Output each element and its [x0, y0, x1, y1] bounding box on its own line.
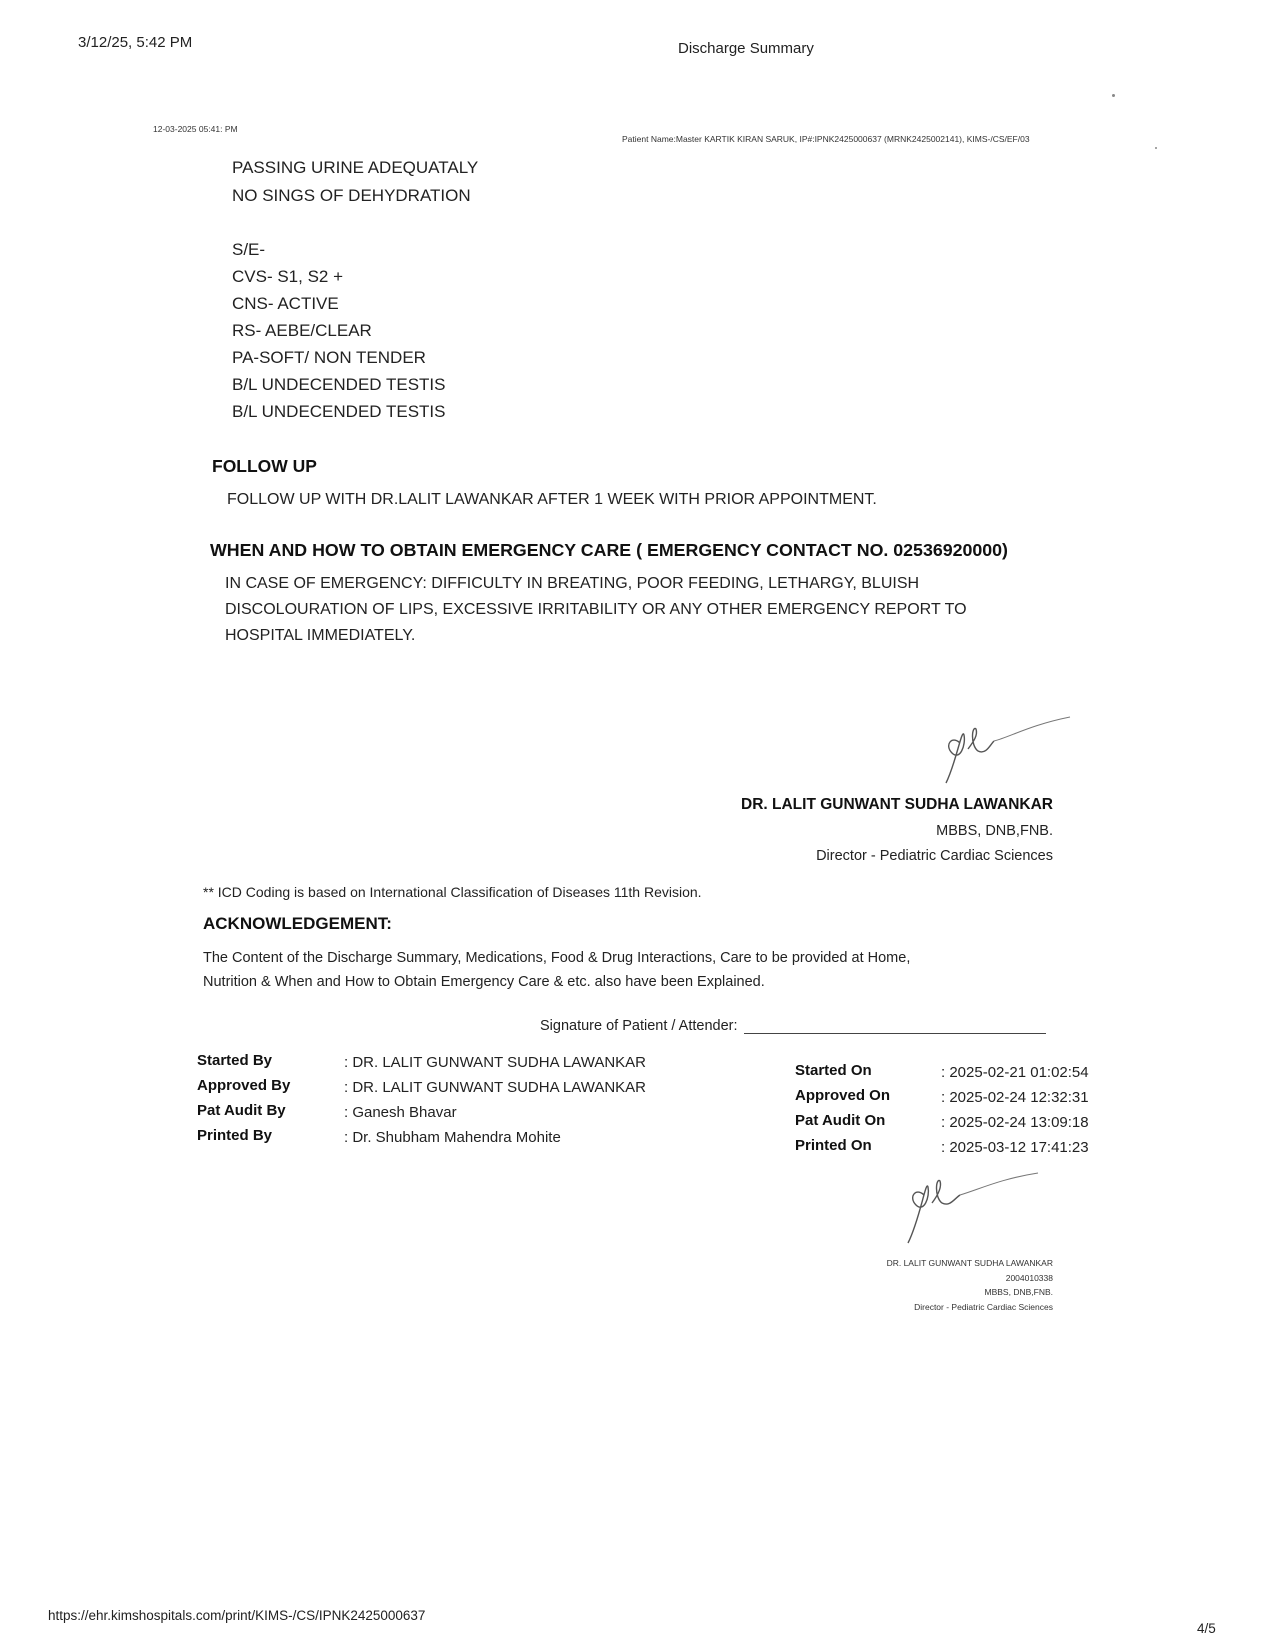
emergency-line: DISCOLOURATION OF LIPS, EXCESSIVE IRRITABILITY OR ANY OTHER EMERGENCY REPORT TO [225, 601, 967, 618]
footer-url: https://ehr.kimshospitals.com/print/KIMS-/CS/IPNK2425000637 [48, 1608, 426, 1623]
acknowledgement-heading: ACKNOWLEDGEMENT: [203, 914, 392, 933]
doctor-stamp [887, 1256, 1053, 1314]
stamp-name: DR. LALIT GUNWANT SUDHA LAWANKAR [886, 1258, 1053, 1268]
exam-line: RS- AEBE/CLEAR [232, 321, 372, 340]
exam-line: PA-SOFT/ NON TENDER [232, 348, 426, 367]
follow-up-text: FOLLOW UP WITH DR.LALIT LAWANKAR AFTER 1 WEEK WITH PRIOR APPOINTMENT. [227, 491, 877, 508]
exam-line: B/L UNDECENDED TESTIS [232, 375, 446, 394]
meta-label: Pat Audit On [795, 1112, 886, 1129]
meta-label: Printed By [197, 1127, 273, 1144]
print-timestamp: 3/12/25, 5:42 PM [78, 34, 193, 51]
meta-value: : 2025-02-21 01:02:54 [941, 1064, 1089, 1081]
meta-label: Started By [197, 1052, 273, 1069]
stamp-title: Director - Pediatric Cardiac Sciences [914, 1301, 1053, 1312]
signature-label: Signature of Patient / Attender: [540, 1018, 738, 1034]
page-title: Discharge Summary [678, 40, 814, 57]
emergency-line: HOSPITAL IMMEDIATELY. [225, 627, 416, 644]
meta-value: : Ganesh Bhavar [344, 1104, 457, 1121]
exam-line: S/E- [232, 240, 266, 259]
print-datetime: 12-03-2025 05:41: PM [153, 124, 238, 134]
meta-label: Approved On [795, 1087, 891, 1104]
doctor-signature [930, 705, 1090, 795]
signature-rule [744, 1033, 1046, 1034]
exam-line: CVS- S1, S2 + [232, 267, 344, 286]
acknowledgement-line: Nutrition & When and How to Obtain Emergency Care & etc. also have been Explained. [203, 974, 765, 990]
doctor-title: Director - Pediatric Cardiac Sciences [816, 848, 1053, 864]
meta-value: : 2025-02-24 12:32:31 [941, 1089, 1089, 1106]
exam-line: CNS- ACTIVE [232, 294, 339, 313]
follow-up-heading: FOLLOW UP [212, 456, 317, 476]
patient-signature-field [540, 1018, 1046, 1034]
meta-label: Pat Audit By [197, 1102, 286, 1119]
acknowledgement-line: The Content of the Discharge Summary, Medications, Food & Drug Interactions, Care to be provided at Home, [203, 950, 911, 966]
patient-info-line: Patient Name:Master KARTIK KIRAN SARUK, IP#:IPNK2425000637 (MRNK2425002141), KIMS-/CS/EF/03 [622, 134, 1030, 144]
stamp-degrees: MBBS, DNB,FNB. [984, 1287, 1053, 1297]
meta-label: Printed On [795, 1137, 872, 1154]
finding-line: PASSING URINE ADEQUATALY [232, 158, 479, 177]
exam-line: B/L UNDECENDED TESTIS [232, 402, 446, 421]
doctor-block [741, 796, 1053, 864]
acknowledgement-text [203, 946, 1033, 994]
meta-value: : DR. LALIT GUNWANT SUDHA LAWANKAR [344, 1054, 646, 1071]
emergency-line: IN CASE OF EMERGENCY: DIFFICULTY IN BREATING, POOR FEEDING, LETHARGY, BLUISH [225, 575, 920, 592]
meta-value: : 2025-02-24 13:09:18 [941, 1114, 1089, 1131]
meta-label: Approved By [197, 1077, 291, 1094]
emergency-heading: WHEN AND HOW TO OBTAIN EMERGENCY CARE ( EMERGENCY CONTACT NO. 02536920000) [210, 540, 1008, 560]
meta-value: : 2025-03-12 17:41:23 [941, 1139, 1089, 1156]
meta-label: Started On [795, 1062, 872, 1079]
scan-speck [1155, 147, 1157, 149]
approver-signature [890, 1165, 1050, 1253]
icd-footnote: ** ICD Coding is based on International Classification of Diseases 11th Revision. [203, 884, 702, 900]
doctor-degrees: MBBS, DNB,FNB. [936, 823, 1053, 839]
page-number: 4/5 [1197, 1621, 1216, 1636]
meta-value: : DR. LALIT GUNWANT SUDHA LAWANKAR [344, 1079, 646, 1096]
doctor-name: DR. LALIT GUNWANT SUDHA LAWANKAR [741, 796, 1053, 813]
finding-line: NO SINGS OF DEHYDRATION [232, 186, 471, 205]
stamp-reg-no: 2004010338 [1005, 1272, 1053, 1283]
meta-value: : Dr. Shubham Mahendra Mohite [344, 1129, 561, 1146]
scan-speck [1112, 94, 1115, 97]
